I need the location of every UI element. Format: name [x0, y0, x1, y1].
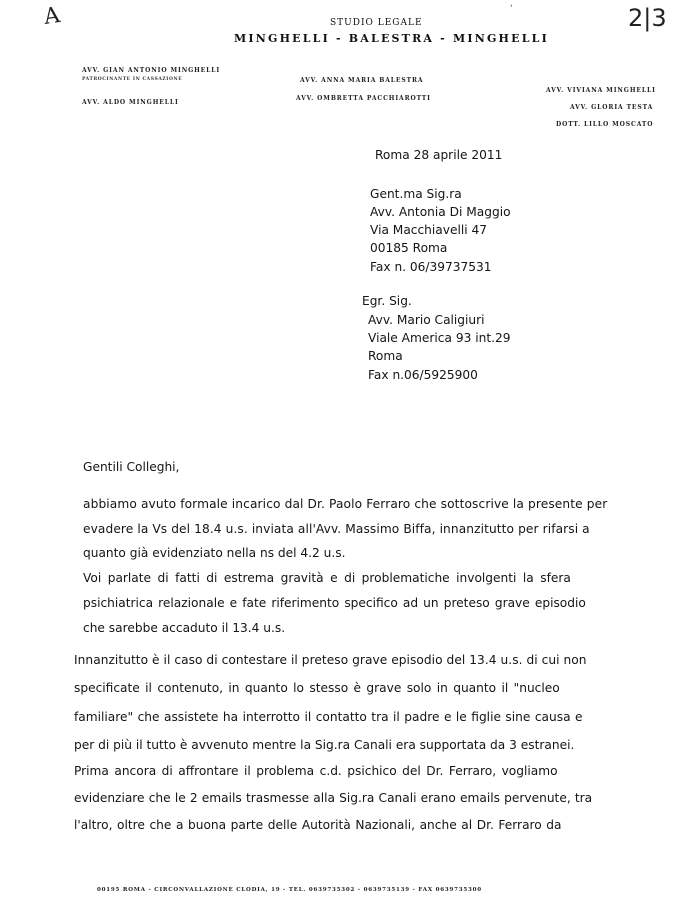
- recipient-2-line: Avv. Mario Caligiuri: [368, 313, 485, 327]
- letterhead-footer-address: 00195 ROMA - CIRCONVALLAZIONE CLODIA, 19 - TEL. 0639735302 - 0639735139 - FAX 0639735300: [97, 887, 482, 893]
- body-line: l'altro, oltre che a buona parte delle Autorità Nazionali, anche al Dr. Ferraro da: [74, 818, 562, 832]
- recipient-1-line: Gent.ma Sig.ra: [370, 187, 462, 201]
- body-line: evadere la Vs del 18.4 u.s. inviata all'Avv. Massimo Biffa, innanzitutto per rifarsi a: [83, 522, 590, 536]
- letterhead-firm-name: MINGHELLI - BALESTRA - MINGHELLI: [234, 32, 549, 45]
- recipient-1-line: Via Macchiavelli 47: [370, 223, 488, 237]
- lawyer-name-center-1: AVV. ANNA MARIA BALESTRA: [300, 77, 424, 84]
- body-line: che sarebbe accaduto il 13.4 u.s.: [83, 621, 286, 635]
- lawyer-name-right-2: AVV. GLORIA TESTA: [570, 104, 654, 111]
- letter-date: Roma 28 aprile 2011: [375, 148, 503, 162]
- body-line: per di più il tutto è avvenuto mentre la Sig.ra Canali era supportata da 3 estranei.: [74, 738, 575, 752]
- body-line: abbiamo avuto formale incarico dal Dr. Paolo Ferraro che sottoscrive la presente per: [83, 497, 608, 511]
- scan-mark: ': [510, 4, 513, 14]
- recipient-2-line: Roma: [368, 349, 403, 363]
- body-line: evidenziare che le 2 emails trasmesse alla Sig.ra Canali erano emails pervenute, tra: [74, 791, 593, 805]
- lawyer-name-center-2: AVV. OMBRETTA PACCHIAROTTI: [296, 95, 431, 102]
- lawyer-title-left-1: PATROCINANTE IN CASSAZIONE: [82, 77, 183, 82]
- body-line: psichiatrica relazionale e fate riferimento specifico ad un preteso grave episodio: [83, 596, 586, 610]
- body-line: Voi parlate di fatti di estrema gravità e di problematiche involgenti la sfera: [83, 571, 571, 585]
- body-line: Innanzitutto è il caso di contestare il preteso grave episodio del 13.4 u.s. di cui non: [74, 653, 587, 667]
- body-line: specificate il contenuto, in quanto lo stesso è grave solo in quanto il "nucleo: [74, 681, 560, 695]
- recipient-1-line: Avv. Antonia Di Maggio: [370, 205, 511, 219]
- body-line: quanto già evidenziato nella ns del 4.2 u.s.: [83, 546, 346, 560]
- recipient-2-line: Fax n.06/5925900: [368, 368, 478, 382]
- recipient-1-line: Fax n. 06/39737531: [370, 260, 492, 274]
- body-line: Prima ancora di affrontare il problema c.d. psichico del Dr. Ferraro, vogliamo: [74, 764, 558, 778]
- body-line: familiare" che assistete ha interrotto il contatto tra il padre e le figlie sine causa e: [74, 710, 583, 724]
- recipient-1-line: 00185 Roma: [370, 241, 448, 255]
- lawyer-name-right-3: DOTT. LILLO MOSCATO: [556, 121, 654, 128]
- body-line: Gentili Colleghi,: [83, 460, 180, 474]
- handwritten-page-mark: A: [42, 3, 62, 30]
- lawyer-name-right-1: AVV. VIVIANA MINGHELLI: [546, 87, 656, 94]
- handwritten-page-number: 2|3: [628, 4, 667, 32]
- lawyer-name-left-2: AVV. ALDO MINGHELLI: [82, 99, 179, 106]
- recipient-2-line: Viale America 93 int.29: [368, 331, 511, 345]
- letterhead-studio: STUDIO LEGALE: [330, 18, 423, 28]
- lawyer-name-left-1: AVV. GIAN ANTONIO MINGHELLI: [82, 67, 221, 74]
- recipient-2-line: Egr. Sig.: [362, 294, 412, 308]
